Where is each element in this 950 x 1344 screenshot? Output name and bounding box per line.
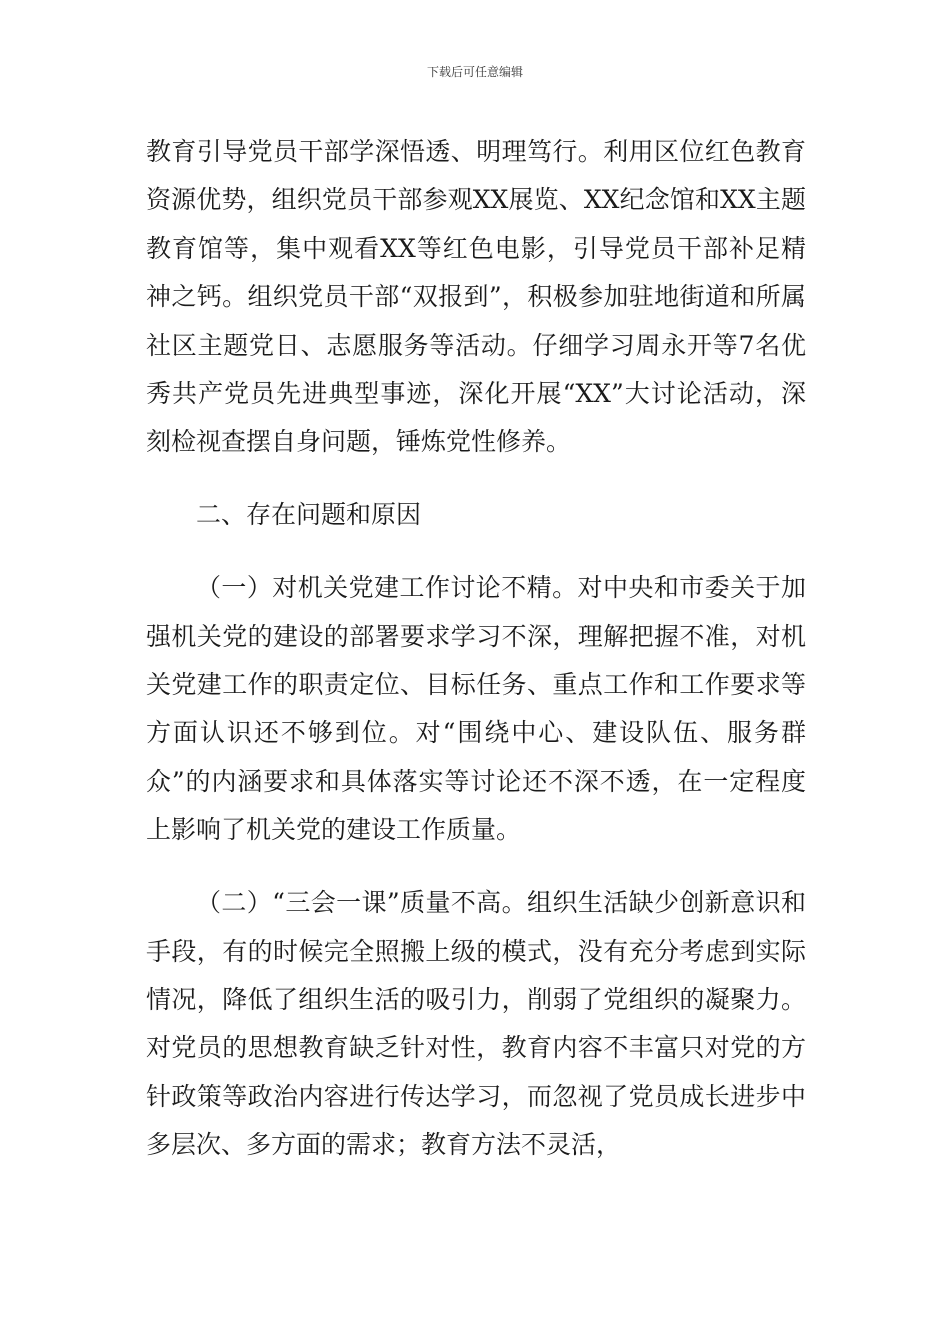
document-body xyxy=(146,128,806,1170)
paragraph-continued: 教育引导党员干部学深悟透、明理笃行。利用区位红色教育资源优势，组织党员干部参观XX展览、XX纪念馆和XX主题教育馆等，集中观看XX等红色电影，引导党员干部补足精神之钙。组织党员干部“双报到”，积极参加驻地街道和所属社区主题党日、志愿服务等活动。仔细学习周永开等7名优秀共产党员先进典型事迹，深化开展“XX”大讨论活动，深刻检视查摆自身问题，锤炼党性修养。 xyxy=(146,137,806,457)
paragraph-item-1: （一）对机关党建工作讨论不精。对中央和市委关于加强机关党的建设的部署要求学习不深，理解把握不准，对机关党建工作的职责定位、目标任务、重点工作和工作要求等方面认识还不够到位。对“围绕中心、建设队伍、服务群众”的内涵要求和具体落实等讨论还不深不透，在一定程度上影响了机关党的建设工作质量。 xyxy=(146,573,806,845)
section-heading: 二、存在问题和原因 xyxy=(196,500,422,530)
paragraph-item-2: （二）“三会一课”质量不高。组织生活缺少创新意识和手段，有的时候完全照搬上级的模式，没有充分考虑到实际情况，降低了组织生活的吸引力，削弱了党组织的凝聚力。对党员的思想教育缺乏针对性，教育内容不丰富只对党的方针政策等政治内容进行传达学习，而忽视了党员成长进步中多层次、多方面的需求；教育方法不灵活， xyxy=(146,888,806,1160)
page-header-note: 下载后可任意编辑 xyxy=(426,65,523,79)
